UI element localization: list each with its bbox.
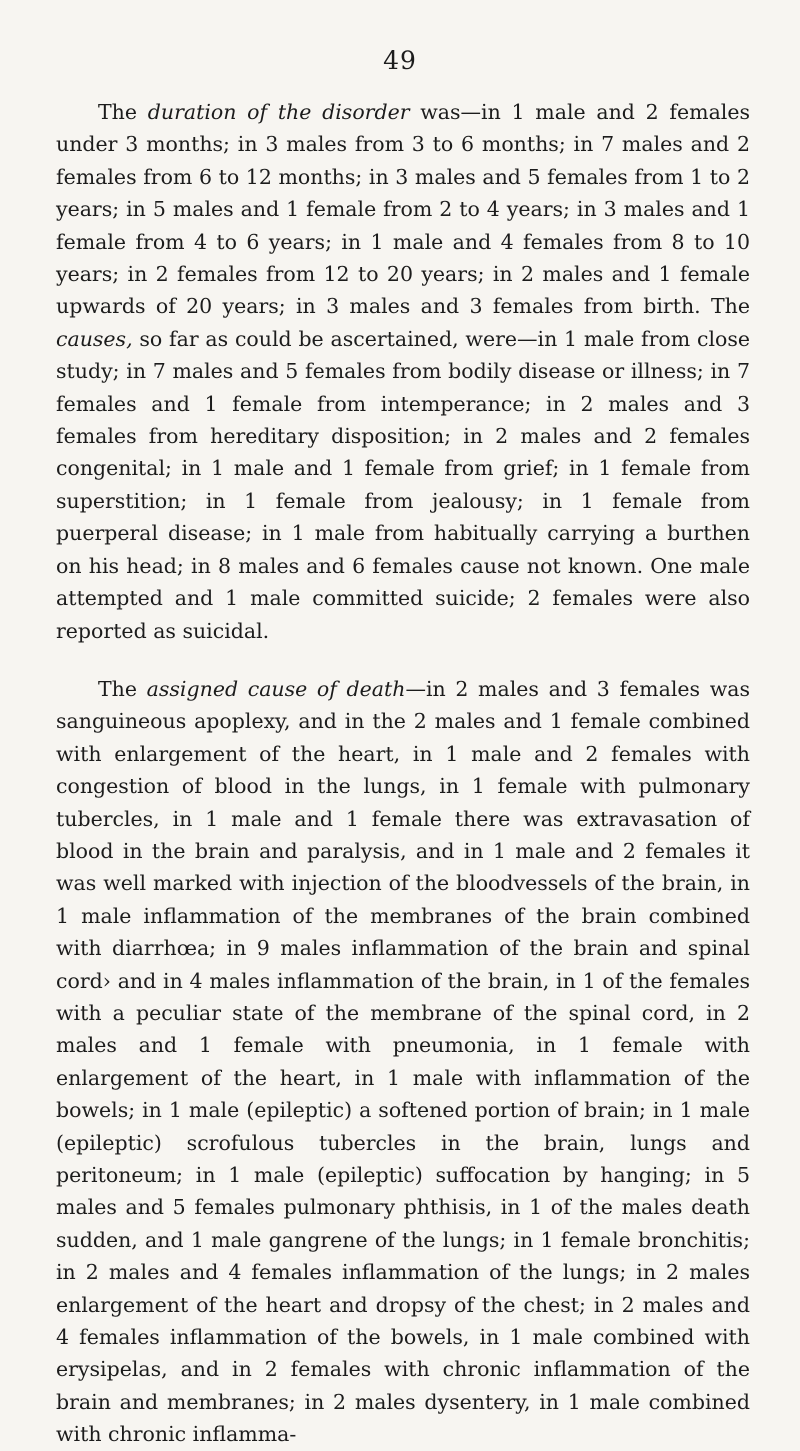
page-number: 49	[383, 46, 417, 75]
paragraph-text: —in 2 males and 3 females was sanguineous apoplexy, and in the 2 males and 1 female combined with enlargement of the heart, in 1 male and 2 females with congestion of blood in the lungs, in 1 female with pulmonary tubercles, in 1 male and 1 female there was extravasation of blood in the brain and paralysis, and in 1 male and 2 females it was well marked with injection of the bloodvessels of the brain, in 1 male inflammation of the membranes of the brain combined with diarrhœa; in 9 males inflammation of the brain and spinal cord› and in 4 males inflammation of the brain, in 1 of the females with a peculiar state of the membrane of the spinal cord, in 2 males and 1 female with pneumonia, in 1 female with enlargement of the heart, in 1 male with inflammation of the bowels; in 1 male (epileptic) a softened portion of brain; in 1 male (epileptic) scrofulous tubercles in the brain, lungs and peritoneum; in 1 male (epileptic) suffocation by hanging; in 5 males and 5 females pulmonary phthisis, in 1 of the males death sudden, and 1 male gangrene of the lungs; in 1 female bronchitis; in 2 males and 4 females inflammation of the lungs; in 2 males enlargement of the heart and dropsy of the chest; in 2 males and 4 females inflammation of the bowels, in 1 male combined with erysipelas, and in 2 females with chronic inflammation of the brain and membranes; in 2 males dysentery, in 1 male combined with chronic inflamma-	[56, 676, 750, 1447]
paragraph-text: was—in 1 male and 2 females under 3 months; in 3 males from 3 to 6 months; in 7 males and 2 females from 6 to 12 months; in 3 males and 5 females from 1 to 2 years; in 5 males and 1 female from 2 to 4 years; in 3 males and 1 female from 4 to 6 years; in 1 male and 4 females from 8 to 10 years; in 2 females from 12 to 20 years; in 2 males and 1 female upwards of 20 years; in 3 males and 3 females from birth. The	[56, 100, 751, 319]
paragraph-text: so far as could be ascertained, were—in 1 male from close study; in 7 males and 5 females from bodily disease or illness; in 7 females and 1 female from intemperance; in 2 males and 3 females from hereditary disposition; in 2 males and 2 females congenital; in 1 male and 1 female from grief; in 1 female from superstition; in 1 female from jealousy; in 1 female from puerperal disease; in 1 male from habitually carrying a burthen on his head; in 8 males and 6 females cause not known. One male attempted and 1 male committed suicide; 2 females were also reported as suicidal.	[56, 326, 750, 643]
paragraph-lead: The	[98, 676, 147, 701]
page-body	[56, 96, 750, 1451]
paragraph-duration-and-causes	[56, 96, 750, 647]
italic-term-duration: duration of the disorder	[147, 100, 410, 124]
paragraph-lead: The	[98, 100, 148, 124]
italic-term-causes: causes,	[56, 326, 133, 351]
paragraph-cause-of-death	[56, 673, 750, 1451]
italic-term-cause-of-death: assigned cause of death	[146, 676, 406, 701]
